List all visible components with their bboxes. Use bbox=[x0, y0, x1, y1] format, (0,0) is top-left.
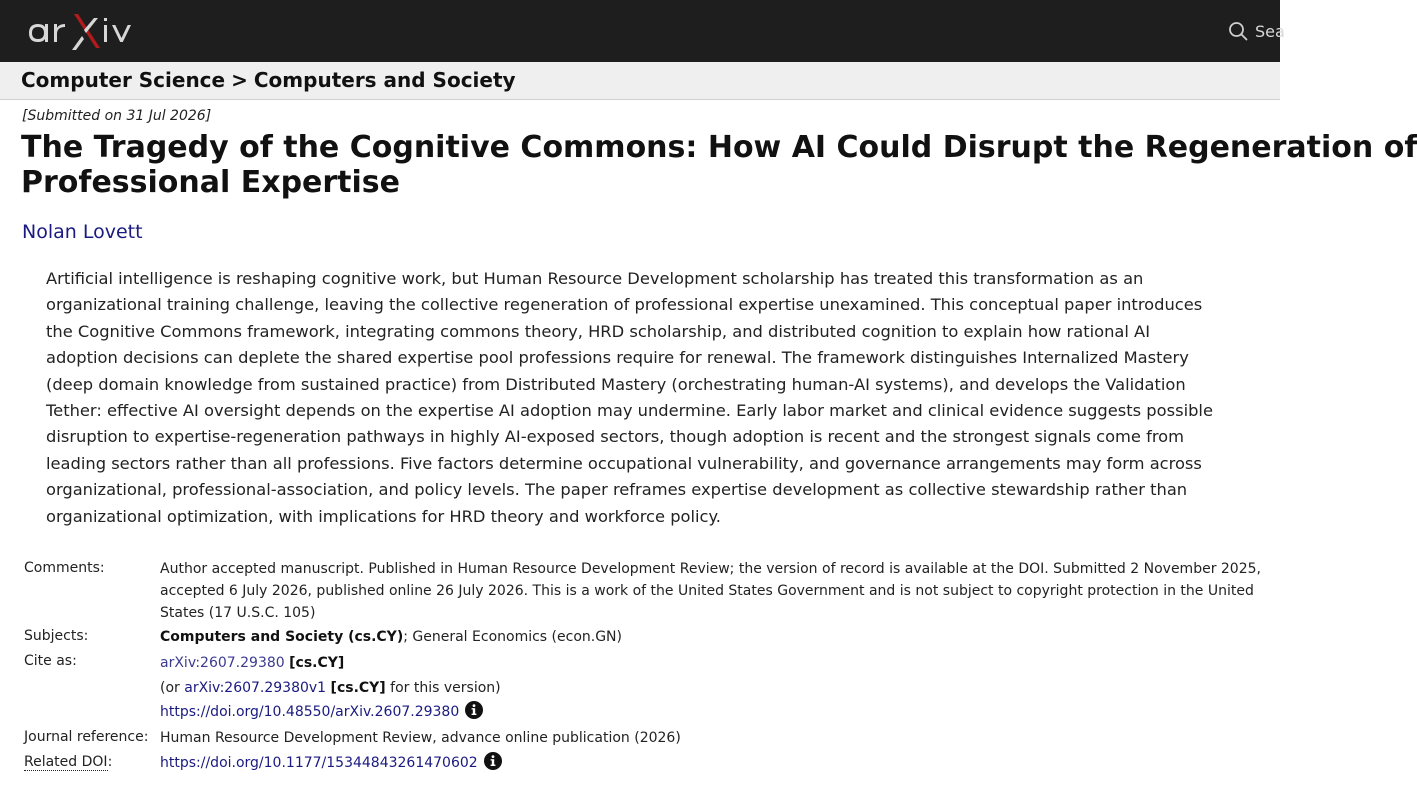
version-suffix: for this version) bbox=[385, 679, 501, 696]
cite-as-label: Cite as: bbox=[24, 653, 77, 669]
submission-date: [Submitted on 31 Jul 2026] bbox=[22, 108, 212, 124]
subjects-value bbox=[160, 626, 1274, 648]
comments-line: accepted 6 July 2026, published online 26 July 2026. This is a work of the United States Government and is not subject to copyright protection in the United bbox=[160, 583, 1254, 599]
abstract-line: adoption decisions can deplete the shared expertise pool professions require for renewal. The framework distinguishes Internalized Mastery bbox=[46, 348, 1189, 368]
abstract-line: organizational optimization, with implications for HRD theory and workforce policy. bbox=[46, 506, 721, 526]
subjects-label: Subjects: bbox=[24, 628, 89, 644]
site-header bbox=[0, 0, 1285, 62]
version-category: [cs.CY] bbox=[330, 679, 386, 696]
arxiv-doi-link[interactable]: https://doi.org/10.48550/arXiv.2607.29380 bbox=[160, 704, 460, 720]
breadcrumb-separator: > bbox=[231, 68, 248, 92]
comments-line: States (17 U.S.C. 105) bbox=[160, 605, 316, 621]
abstract-line: organizational training challenge, leaving the collective regeneration of professional expertise unexamined. This conceptual paper introduces bbox=[46, 295, 1203, 315]
info-icon[interactable] bbox=[465, 701, 483, 719]
abstract-line: disruption to expertise-regeneration pathways in highly AI-exposed sectors, though adoption is recent and the strongest signals come from bbox=[46, 427, 1185, 447]
abstract-line: (deep domain knowledge from sustained practice) from Distributed Mastery (orchestrating human-AI systems), and develops the Validation bbox=[46, 374, 1186, 394]
abstract-line: Tether: effective AI oversight depends on the expertise AI adoption may undermine. Early labor market and clinical evidence suggests possible bbox=[46, 401, 1213, 421]
related-doi-link[interactable]: https://doi.org/10.1177/15344843261470602 bbox=[160, 755, 478, 771]
arxiv-logo[interactable] bbox=[24, 8, 136, 54]
abstract bbox=[46, 266, 1246, 530]
journal-ref-value bbox=[160, 727, 1274, 749]
search-box[interactable] bbox=[1228, 20, 1285, 42]
version-prefix: (or bbox=[160, 679, 185, 696]
comments-value bbox=[160, 558, 1274, 624]
cite-as-value bbox=[160, 651, 1274, 725]
abstract-line: Artificial intelligence is reshaping cognitive work, but Human Resource Development scholarship has treated this transformation as an bbox=[46, 269, 1144, 288]
arxiv-version-link[interactable]: arXiv:2607.29380v1 bbox=[184, 679, 327, 696]
primary-subject: Computers and Society (cs.CY) bbox=[160, 629, 404, 645]
paper-title-line: The Tragedy of the Cognitive Commons: How AI Could Disrupt the Regeneration of bbox=[21, 130, 1417, 165]
related-doi-label: Related DOI: bbox=[24, 754, 113, 770]
search-icon bbox=[1228, 21, 1248, 41]
arxiv-id-link[interactable]: arXiv:2607.29380 bbox=[160, 655, 285, 671]
abstract-line: the Cognitive Commons framework, integrating commons theory, HRD scholarship, and distributed cognition to explain how rational AI bbox=[46, 321, 1151, 341]
breadcrumb-parent[interactable]: Computer Science bbox=[21, 68, 226, 92]
secondary-subject: ; General Economics (econ.GN) bbox=[403, 629, 622, 645]
paper-title bbox=[21, 130, 1417, 200]
journal-ref-label: Journal reference: bbox=[24, 729, 149, 745]
related-doi-value bbox=[160, 752, 1274, 774]
comments-label: Comments: bbox=[24, 560, 105, 576]
search-label: Sea bbox=[1255, 21, 1285, 41]
paper-title-line: Professional Expertise bbox=[21, 165, 401, 200]
abstract-line: leading sectors rather than all professions. Five factors determine occupational vulnerability, and governance arrangements may form across bbox=[46, 453, 1202, 473]
breadcrumb bbox=[0, 62, 1280, 100]
arxiv-category: [cs.CY] bbox=[289, 655, 345, 671]
breadcrumb-current[interactable]: Computers and Society bbox=[253, 68, 516, 92]
comments-line: Author accepted manuscript. Published in Human Resource Development Review; the version of record is available at the DOI. Submitted 2 November 2025, bbox=[160, 561, 1261, 577]
author-link[interactable]: Nolan Lovett bbox=[22, 221, 143, 243]
info-icon[interactable] bbox=[484, 752, 502, 770]
abstract-line: organizational, professional-association, and policy levels. The paper reframes expertise development as collective stewardship rather than bbox=[46, 480, 1188, 500]
journal-ref-text: Human Resource Development Review, advance online publication (2026) bbox=[160, 730, 681, 746]
